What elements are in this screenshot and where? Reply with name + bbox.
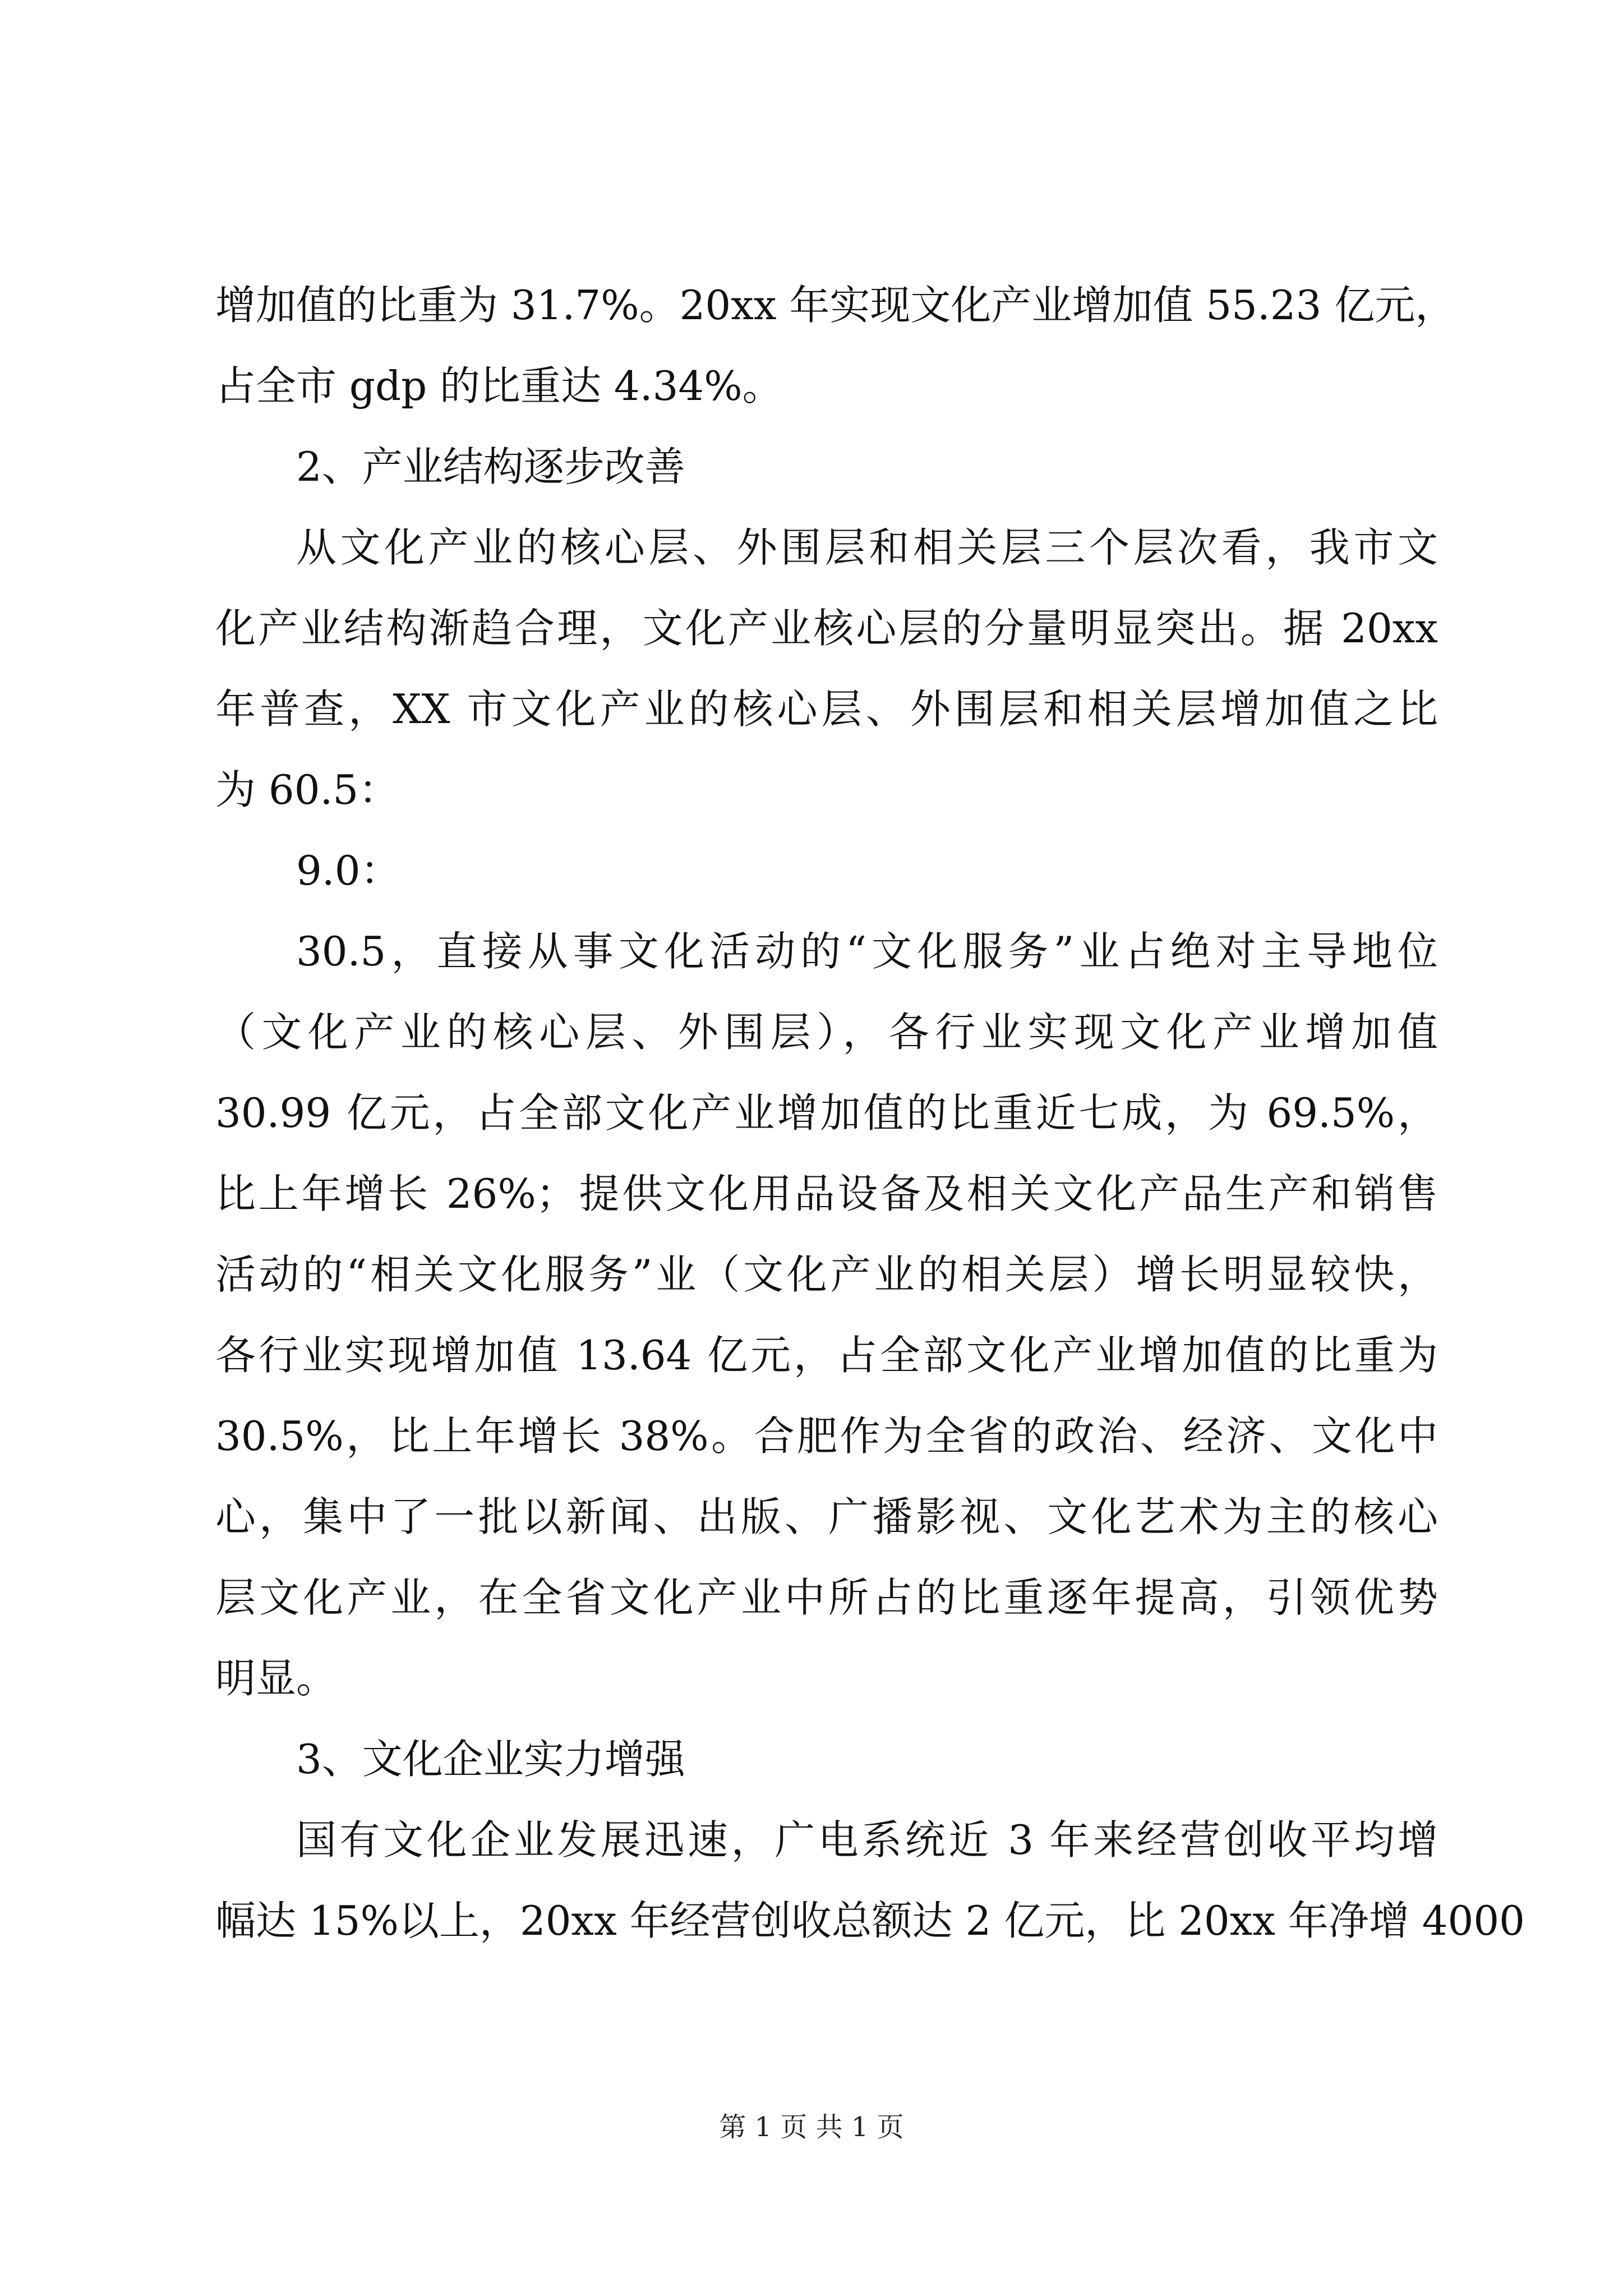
- text-line: 9.0：: [296, 847, 401, 894]
- text-line: 明显。: [215, 1655, 337, 1702]
- text-line: 活动的“相关文化服务”业（文化产业的相关层）增长明显较快，: [215, 1251, 1438, 1298]
- text-line: 30.5，直接从事文化活动的“文化服务”业占绝对主导地位: [296, 928, 1438, 975]
- text-line: 层文化产业，在全省文化产业中所占的比重逐年提高，引领优势: [215, 1574, 1438, 1621]
- text-line: 心，集中了一批以新闻、出版、广播影视、文化艺术为主的核心: [215, 1493, 1438, 1540]
- text-line: 化产业结构渐趋合理，文化产业核心层的分量明显突出。据 20xx: [215, 605, 1438, 652]
- text-line: 30.99 亿元，占全部文化产业增加值的比重近七成，为 69.5%，: [215, 1089, 1438, 1137]
- text-line: 国有文化企业发展迅速，广电系统近 3 年来经营创收平均增: [296, 1816, 1438, 1864]
- section-heading: 3、文化企业实力增强: [296, 1736, 685, 1783]
- page-number-footer: 第 1 页 共 1 页: [719, 2111, 904, 2143]
- text-line: 从文化产业的核心层、外围层和相关层三个层次看，我市文: [296, 524, 1438, 571]
- text-line: 年普查，XX 市文化产业的核心层、外围层和相关层增加值之比: [215, 685, 1438, 733]
- text-line: 为 60.5：: [215, 766, 399, 813]
- document-body: [215, 265, 1525, 1961]
- text-line: 占全市 gdp 的比重达 4.34%。: [215, 362, 783, 409]
- text-line: 各行业实现增加值 13.64 亿元，占全部文化产业增加值的比重为: [215, 1332, 1438, 1379]
- text-line: （文化产业的核心层、外围层），各行业实现文化产业增加值: [215, 1009, 1438, 1056]
- text-line: 增加值的比重为 31.7%。20xx 年实现文化产业增加值 55.23 亿元，: [215, 282, 1456, 329]
- section-heading: 2、产业结构逐步改善: [296, 443, 685, 490]
- text-line: 30.5%，比上年增长 38%。合肥作为全省的政治、经济、文化中: [215, 1412, 1438, 1460]
- text-line: 比上年增长 26%；提供文化用品设备及相关文化产品生产和销售: [215, 1170, 1438, 1217]
- text-line: 幅达 15%以上，20xx 年经营创收总额达 2 亿元，比 20xx 年净增 4000: [215, 1897, 1525, 1944]
